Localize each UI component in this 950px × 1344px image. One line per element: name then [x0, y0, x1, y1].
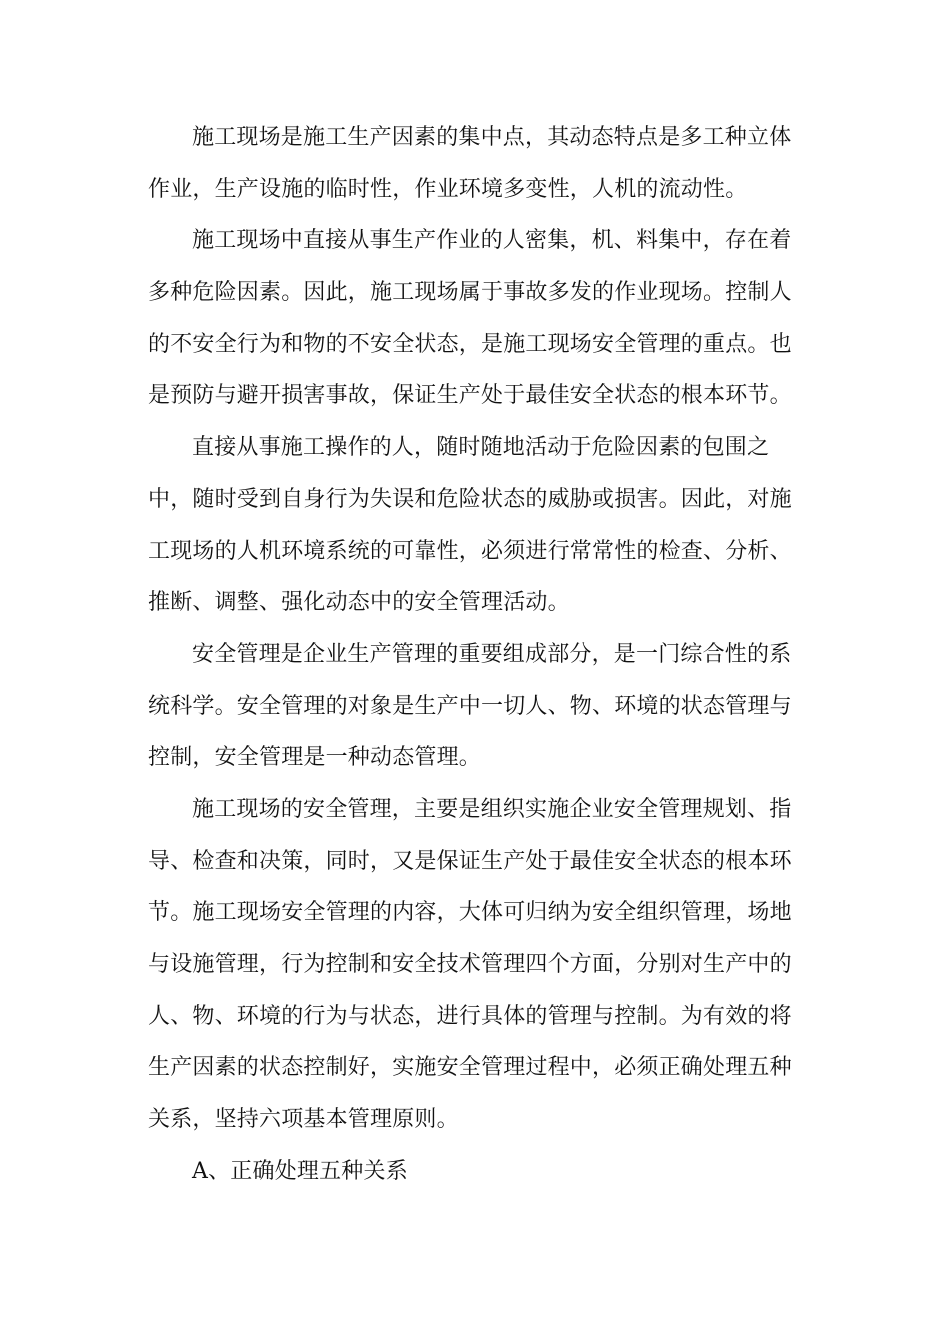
paragraph-line: 施工现场中直接从事生产作业的人密集，机、料集中，存在着	[192, 228, 792, 254]
paragraph-line: 工现场的人机环境系统的可靠性，必须进行常常性的检查、分析、	[148, 538, 792, 564]
paragraph-3	[148, 422, 798, 629]
paragraph-line: 作业，生产设施的临时性，作业环境多变性，人机的流动性。	[148, 176, 748, 202]
paragraph-line: 控制，安全管理是一种动态管理。	[148, 745, 482, 771]
paragraph-line: 的不安全行为和物的不安全状态，是施工现场安全管理的重点。也	[148, 331, 792, 357]
paragraph-5	[148, 784, 798, 1146]
paragraph-line: 导、检查和决策，同时，又是保证生产处于最佳安全状态的根本环	[148, 848, 792, 874]
paragraph-line: 中，随时受到自身行为失误和危险状态的威胁或损害。因此，对施	[148, 486, 792, 512]
paragraph-line: 推断、调整、强化动态中的安全管理活动。	[148, 590, 570, 616]
section-heading	[148, 1146, 798, 1198]
paragraph-line: 关系，坚持六项基本管理原则。	[148, 1107, 459, 1133]
paragraph-2	[148, 215, 798, 422]
paragraph-line: 生产因素的状态控制好，实施安全管理过程中，必须正确处理五种	[148, 1055, 792, 1081]
paragraph-line: 节。施工现场安全管理的内容，大体可归纳为安全组织管理，场地	[148, 900, 792, 926]
paragraph-line: 安全管理是企业生产管理的重要组成部分，是一门综合性的系	[192, 641, 792, 667]
paragraph-line: 是预防与避开损害事故，保证生产处于最佳安全状态的根本环节。	[148, 383, 792, 409]
paragraph-line: 统科学。安全管理的对象是生产中一切人、物、环境的状态管理与	[148, 693, 792, 719]
paragraph-line: 施工现场是施工生产因素的集中点，其动态特点是多工种立体	[192, 125, 792, 150]
paragraph-1	[148, 112, 798, 215]
section-heading-text: A、正确处理五种关系	[192, 1158, 408, 1184]
document-body	[148, 112, 798, 1197]
paragraph-4	[148, 629, 798, 784]
paragraph-line: 直接从事施工操作的人，随时随地活动于危险因素的包围之	[192, 435, 770, 461]
paragraph-line: 多种危险因素。因此，施工现场属于事故多发的作业现场。控制人	[148, 280, 792, 306]
paragraph-line: 人、物、环境的行为与状态，进行具体的管理与控制。为有效的将	[148, 1003, 792, 1029]
paragraph-line: 与设施管理，行为控制和安全技术管理四个方面，分别对生产中的	[148, 952, 792, 977]
paragraph-line: 施工现场的安全管理，主要是组织实施企业安全管理规划、指	[192, 796, 792, 822]
